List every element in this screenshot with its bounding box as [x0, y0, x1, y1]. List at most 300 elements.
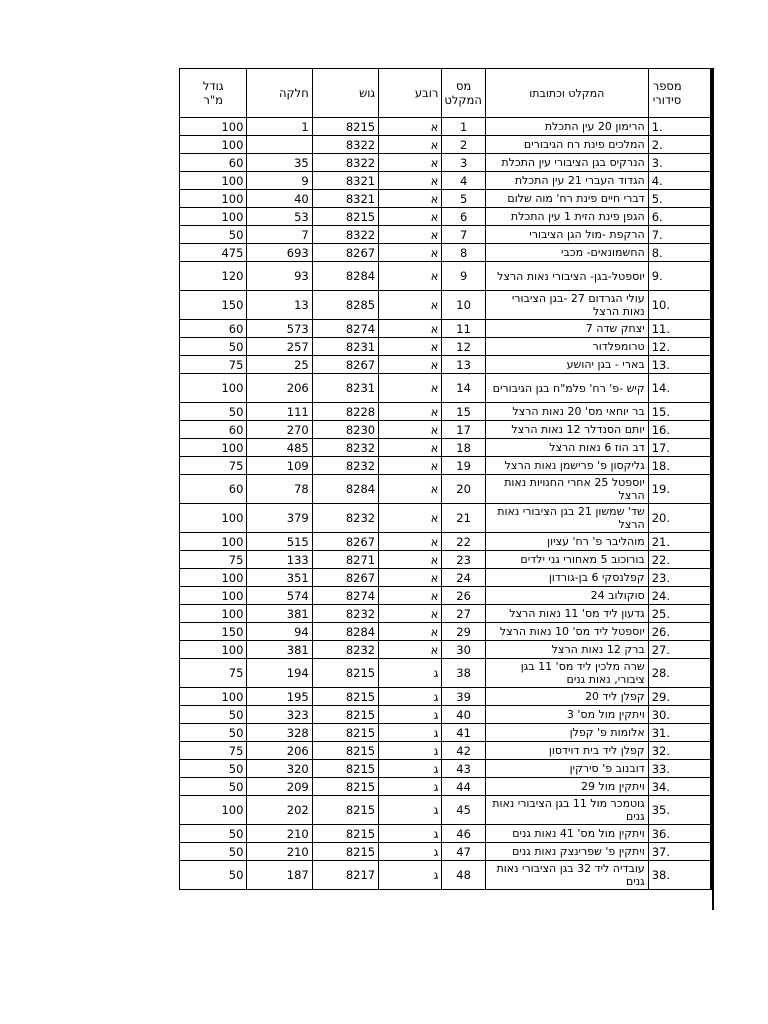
cell-plot: 109 — [247, 457, 312, 475]
cell-serial: 35. — [648, 796, 711, 825]
cell-name: הגדוד העברי 21 עין התכלת — [485, 172, 648, 190]
cell-block: 8274 — [312, 320, 378, 338]
cell-name: שרה מלכין ליד מס' 11 בגן ציבורי, נאות גנים — [485, 659, 648, 688]
cell-quarter: ג — [379, 778, 442, 796]
cell-quarter: א — [379, 569, 442, 587]
cell-serial: 14. — [648, 374, 711, 403]
cell-plot: 323 — [247, 706, 312, 724]
cell-serial: 15. — [648, 403, 711, 421]
cell-serial: 26. — [648, 623, 711, 641]
cell-serial: 22. — [648, 551, 711, 569]
cell-name: עובדיה ליד 32 בגן הציבורי נאות גנים — [485, 861, 648, 890]
cell-size: 50 — [180, 706, 247, 724]
cell-num: 13 — [442, 356, 486, 374]
cell-size: 100 — [180, 136, 247, 154]
cell-name: שד' שמשון 21 בגן הציבורי נאות הרצל — [485, 504, 648, 533]
cell-block: 8232 — [312, 605, 378, 623]
cell-plot: 381 — [247, 605, 312, 623]
cell-size: 100 — [180, 439, 247, 457]
cell-quarter: ג — [379, 659, 442, 688]
cell-size: 100 — [180, 641, 247, 659]
cell-size: 100 — [180, 587, 247, 605]
cell-serial: 2. — [648, 136, 711, 154]
cell-name: יותם הסנדלר 12 נאות הרצל — [485, 421, 648, 439]
cell-name: קפלן ליד 20 — [485, 688, 648, 706]
cell-quarter: א — [379, 403, 442, 421]
cell-block: 8232 — [312, 504, 378, 533]
cell-num: 8 — [442, 244, 486, 262]
cell-plot: 210 — [247, 843, 312, 861]
cell-size: 50 — [180, 825, 247, 843]
cell-num: 12 — [442, 338, 486, 356]
cell-name: ויתקין פ' שפרינצק נאות גנים — [485, 843, 648, 861]
cell-num: 3 — [442, 154, 486, 172]
cell-plot: 257 — [247, 338, 312, 356]
cell-block: 8231 — [312, 338, 378, 356]
cell-quarter: א — [379, 244, 442, 262]
cell-plot: 206 — [247, 374, 312, 403]
header-shelter-number — [442, 69, 486, 118]
cell-size: 100 — [180, 605, 247, 623]
table-row — [180, 688, 712, 706]
cell-plot: 209 — [247, 778, 312, 796]
cell-num: 29 — [442, 623, 486, 641]
table-row — [180, 569, 712, 587]
cell-serial: 27. — [648, 641, 711, 659]
cell-plot: 320 — [247, 760, 312, 778]
cell-serial: 23. — [648, 569, 711, 587]
cell-serial: 13. — [648, 356, 711, 374]
cell-serial: 3. — [648, 154, 711, 172]
cell-block: 8321 — [312, 190, 378, 208]
cell-name: ויתקין מול 29 — [485, 778, 648, 796]
cell-quarter: א — [379, 475, 442, 504]
cell-num: 20 — [442, 475, 486, 504]
cell-num: 41 — [442, 724, 486, 742]
cell-size: 50 — [180, 724, 247, 742]
cell-name: בורוכוב 5 מאחורי גני ילדים — [485, 551, 648, 569]
table-row — [180, 706, 712, 724]
cell-quarter: א — [379, 641, 442, 659]
table-row — [180, 796, 712, 825]
cell-plot: 210 — [247, 825, 312, 843]
cell-name: גדעון ליד מס' 11 נאות הרצל — [485, 605, 648, 623]
cell-num: 39 — [442, 688, 486, 706]
cell-serial: 33. — [648, 760, 711, 778]
header-serial-line2: סידורי — [652, 93, 682, 107]
header-row — [180, 69, 712, 118]
cell-block: 8228 — [312, 403, 378, 421]
cell-num: 17 — [442, 421, 486, 439]
cell-num: 40 — [442, 706, 486, 724]
cell-num: 46 — [442, 825, 486, 843]
cell-block: 8284 — [312, 475, 378, 504]
cell-num: 1 — [442, 118, 486, 136]
cell-quarter: ג — [379, 796, 442, 825]
cell-plot — [247, 136, 312, 154]
cell-quarter: ג — [379, 706, 442, 724]
table-row — [180, 172, 712, 190]
cell-size: 150 — [180, 291, 247, 320]
cell-size: 50 — [180, 226, 247, 244]
table-row — [180, 136, 712, 154]
cell-quarter: א — [379, 457, 442, 475]
cell-plot: 1 — [247, 118, 312, 136]
cell-quarter: ג — [379, 760, 442, 778]
table-row — [180, 605, 712, 623]
cell-plot: 133 — [247, 551, 312, 569]
cell-size: 75 — [180, 659, 247, 688]
cell-block: 8274 — [312, 587, 378, 605]
header-plot: חלקה — [247, 69, 312, 118]
table-row — [180, 641, 712, 659]
table-row — [180, 457, 712, 475]
table-row — [180, 154, 712, 172]
table-row — [180, 190, 712, 208]
right-border-line — [712, 68, 714, 910]
cell-size: 100 — [180, 172, 247, 190]
table-row — [180, 226, 712, 244]
cell-serial: 25. — [648, 605, 711, 623]
cell-block: 8215 — [312, 760, 378, 778]
cell-quarter: א — [379, 226, 442, 244]
cell-serial: 6. — [648, 208, 711, 226]
cell-name: ויתקין מול מס' 3 — [485, 706, 648, 724]
cell-quarter: ג — [379, 742, 442, 760]
cell-serial: 8. — [648, 244, 711, 262]
cell-quarter: א — [379, 421, 442, 439]
cell-quarter: א — [379, 291, 442, 320]
cell-plot: 573 — [247, 320, 312, 338]
cell-block: 8322 — [312, 226, 378, 244]
cell-serial: 38. — [648, 861, 711, 890]
cell-quarter: א — [379, 262, 442, 291]
cell-plot: 270 — [247, 421, 312, 439]
cell-quarter: א — [379, 587, 442, 605]
cell-quarter: א — [379, 533, 442, 551]
cell-plot: 53 — [247, 208, 312, 226]
cell-name: סוקולוב 24 — [485, 587, 648, 605]
table-row — [180, 724, 712, 742]
table-row — [180, 778, 712, 796]
cell-plot: 7 — [247, 226, 312, 244]
cell-serial: 4. — [648, 172, 711, 190]
cell-block: 8215 — [312, 208, 378, 226]
header-block: גוש — [312, 69, 378, 118]
cell-num: 24 — [442, 569, 486, 587]
cell-name: קפלנסקי 6 בן-גורדון — [485, 569, 648, 587]
cell-quarter: א — [379, 439, 442, 457]
header-size — [180, 69, 247, 118]
table-row — [180, 825, 712, 843]
cell-serial: 37. — [648, 843, 711, 861]
cell-name: הרימון 20 עין התכלת — [485, 118, 648, 136]
cell-plot: 381 — [247, 641, 312, 659]
cell-size: 100 — [180, 208, 247, 226]
table-row — [180, 208, 712, 226]
cell-name: יוספטל 25 אחרי החנויות נאות הרצל — [485, 475, 648, 504]
table-row — [180, 760, 712, 778]
cell-size: 100 — [180, 533, 247, 551]
cell-plot: 78 — [247, 475, 312, 504]
cell-size: 100 — [180, 374, 247, 403]
header-size-line2: מ"ר — [203, 93, 223, 107]
cell-quarter: א — [379, 118, 442, 136]
cell-quarter: א — [379, 154, 442, 172]
cell-num: 48 — [442, 861, 486, 890]
cell-block: 8215 — [312, 843, 378, 861]
cell-block: 8215 — [312, 659, 378, 688]
cell-num: 23 — [442, 551, 486, 569]
cell-name: הגפן פינת הזית 1 עין התכלת — [485, 208, 648, 226]
cell-quarter: א — [379, 190, 442, 208]
cell-serial: 32. — [648, 742, 711, 760]
cell-size: 75 — [180, 551, 247, 569]
cell-num: 47 — [442, 843, 486, 861]
cell-block: 8232 — [312, 457, 378, 475]
cell-serial: 12. — [648, 338, 711, 356]
cell-size: 75 — [180, 356, 247, 374]
cell-block: 8321 — [312, 172, 378, 190]
cell-name: אלומות פ' קפלן — [485, 724, 648, 742]
cell-serial: 36. — [648, 825, 711, 843]
cell-size: 50 — [180, 760, 247, 778]
cell-num: 7 — [442, 226, 486, 244]
cell-serial: 21. — [648, 533, 711, 551]
cell-block: 8271 — [312, 551, 378, 569]
cell-quarter: א — [379, 551, 442, 569]
cell-size: 50 — [180, 843, 247, 861]
cell-quarter: ג — [379, 861, 442, 890]
cell-name: קפלן ליד בית דוידסון — [485, 742, 648, 760]
cell-quarter: א — [379, 136, 442, 154]
cell-quarter: ג — [379, 843, 442, 861]
cell-num: 27 — [442, 605, 486, 623]
cell-plot: 485 — [247, 439, 312, 457]
cell-name: יוספטל ליד מס' 10 נאות הרצל — [485, 623, 648, 641]
cell-size: 100 — [180, 569, 247, 587]
table-row — [180, 403, 712, 421]
cell-plot: 111 — [247, 403, 312, 421]
cell-name: גוטמכר מול 11 בגן הציבורי נאות גנים — [485, 796, 648, 825]
cell-serial: 19. — [648, 475, 711, 504]
cell-size: 50 — [180, 861, 247, 890]
cell-name: דברי חיים פינת רח' מוה שלום — [485, 190, 648, 208]
cell-block: 8267 — [312, 356, 378, 374]
cell-serial: 1. — [648, 118, 711, 136]
cell-name: בארי - בגן יהושע — [485, 356, 648, 374]
table-row — [180, 338, 712, 356]
cell-num: 42 — [442, 742, 486, 760]
cell-serial: 34. — [648, 778, 711, 796]
cell-block: 8215 — [312, 742, 378, 760]
header-shelter-name: המקלט וכתובתו — [485, 69, 648, 118]
cell-num: 44 — [442, 778, 486, 796]
cell-block: 8232 — [312, 439, 378, 457]
cell-quarter: א — [379, 338, 442, 356]
cell-quarter: ג — [379, 688, 442, 706]
table-row — [180, 262, 712, 291]
cell-plot: 195 — [247, 688, 312, 706]
cell-block: 8215 — [312, 118, 378, 136]
table-row — [180, 551, 712, 569]
cell-size: 50 — [180, 338, 247, 356]
table-row — [180, 421, 712, 439]
cell-quarter: א — [379, 208, 442, 226]
cell-name: קיש -פ' רח' פלמ"ח בגן הגיבורים — [485, 374, 648, 403]
cell-name: ברק 12 נאות הרצל — [485, 641, 648, 659]
cell-name: מוהליבר פ' רח' עציון — [485, 533, 648, 551]
cell-serial: 10. — [648, 291, 711, 320]
cell-num: 10 — [442, 291, 486, 320]
cell-num: 11 — [442, 320, 486, 338]
cell-block: 8215 — [312, 796, 378, 825]
cell-num: 38 — [442, 659, 486, 688]
cell-num: 22 — [442, 533, 486, 551]
cell-num: 45 — [442, 796, 486, 825]
cell-quarter: א — [379, 374, 442, 403]
cell-num: 15 — [442, 403, 486, 421]
cell-size: 120 — [180, 262, 247, 291]
cell-num: 2 — [442, 136, 486, 154]
cell-serial: 9. — [648, 262, 711, 291]
cell-quarter: א — [379, 356, 442, 374]
cell-plot: 351 — [247, 569, 312, 587]
cell-name: המלכים פינת רח הגיבורים — [485, 136, 648, 154]
cell-size: 60 — [180, 154, 247, 172]
table-row — [180, 861, 712, 890]
cell-serial: 29. — [648, 688, 711, 706]
cell-serial: 5. — [648, 190, 711, 208]
cell-plot: 194 — [247, 659, 312, 688]
cell-size: 100 — [180, 688, 247, 706]
shelter-table-sheet — [179, 68, 713, 890]
cell-num: 26 — [442, 587, 486, 605]
cell-plot: 9 — [247, 172, 312, 190]
cell-size: 50 — [180, 778, 247, 796]
cell-block: 8322 — [312, 136, 378, 154]
cell-name: עולי הגרדום 27 -בגן הציבורי נאות הרצל — [485, 291, 648, 320]
cell-name: יוספטל-בגן- הציבורי נאות הרצל — [485, 262, 648, 291]
header-quarter: רובע — [379, 69, 442, 118]
cell-name: החשמונאים- מכבי — [485, 244, 648, 262]
cell-num: 21 — [442, 504, 486, 533]
table-row — [180, 320, 712, 338]
cell-serial: 18. — [648, 457, 711, 475]
cell-block: 8230 — [312, 421, 378, 439]
cell-quarter: א — [379, 623, 442, 641]
cell-serial: 11. — [648, 320, 711, 338]
cell-size: 60 — [180, 421, 247, 439]
cell-block: 8215 — [312, 778, 378, 796]
cell-plot: 515 — [247, 533, 312, 551]
cell-block: 8284 — [312, 262, 378, 291]
cell-block: 8267 — [312, 244, 378, 262]
cell-block: 8284 — [312, 623, 378, 641]
cell-name: דובנוב פ' סירקין — [485, 760, 648, 778]
cell-num: 5 — [442, 190, 486, 208]
cell-block: 8232 — [312, 641, 378, 659]
cell-plot: 202 — [247, 796, 312, 825]
cell-plot: 693 — [247, 244, 312, 262]
cell-plot: 93 — [247, 262, 312, 291]
cell-num: 43 — [442, 760, 486, 778]
cell-block: 8267 — [312, 569, 378, 587]
cell-block: 8215 — [312, 825, 378, 843]
table-row — [180, 118, 712, 136]
cell-plot: 206 — [247, 742, 312, 760]
cell-plot: 328 — [247, 724, 312, 742]
cell-block: 8267 — [312, 533, 378, 551]
cell-plot: 25 — [247, 356, 312, 374]
cell-num: 6 — [442, 208, 486, 226]
cell-quarter: ג — [379, 724, 442, 742]
cell-serial: 7. — [648, 226, 711, 244]
cell-block: 8285 — [312, 291, 378, 320]
cell-size: 100 — [180, 796, 247, 825]
cell-quarter: א — [379, 172, 442, 190]
cell-num: 18 — [442, 439, 486, 457]
cell-serial: 20. — [648, 504, 711, 533]
table-row — [180, 374, 712, 403]
cell-size: 75 — [180, 457, 247, 475]
header-size-line1: גודל — [202, 79, 224, 93]
cell-quarter: ג — [379, 825, 442, 843]
table-row — [180, 533, 712, 551]
cell-name: דב הוז 6 נאות הרצל — [485, 439, 648, 457]
cell-plot: 574 — [247, 587, 312, 605]
table-row — [180, 504, 712, 533]
cell-size: 100 — [180, 504, 247, 533]
cell-size: 60 — [180, 320, 247, 338]
table-row — [180, 659, 712, 688]
table-row — [180, 587, 712, 605]
cell-plot: 187 — [247, 861, 312, 890]
cell-serial: 28. — [648, 659, 711, 688]
header-num-line1: מס — [455, 79, 472, 93]
cell-size: 75 — [180, 742, 247, 760]
cell-num: 30 — [442, 641, 486, 659]
cell-block: 8215 — [312, 706, 378, 724]
cell-size: 50 — [180, 403, 247, 421]
table-row — [180, 475, 712, 504]
table-row — [180, 291, 712, 320]
cell-block: 8322 — [312, 154, 378, 172]
cell-num: 4 — [442, 172, 486, 190]
table-row — [180, 742, 712, 760]
cell-quarter: א — [379, 605, 442, 623]
cell-serial: 30. — [648, 706, 711, 724]
cell-serial: 24. — [648, 587, 711, 605]
cell-name: הרקפת -מול הגן הציבורי — [485, 226, 648, 244]
cell-name: בר יוחאי מס' 20 נאות הרצל — [485, 403, 648, 421]
cell-block: 8217 — [312, 861, 378, 890]
cell-quarter: א — [379, 504, 442, 533]
cell-plot: 40 — [247, 190, 312, 208]
header-serial — [648, 69, 711, 118]
table-row — [180, 843, 712, 861]
cell-num: 9 — [442, 262, 486, 291]
cell-num: 19 — [442, 457, 486, 475]
header-num-line2: המקלט — [444, 93, 482, 107]
cell-size: 60 — [180, 475, 247, 504]
cell-block: 8215 — [312, 688, 378, 706]
cell-size: 150 — [180, 623, 247, 641]
shelter-table — [179, 68, 713, 890]
cell-serial: 17. — [648, 439, 711, 457]
cell-size: 475 — [180, 244, 247, 262]
cell-name: הנרקיס בגן הציבורי עין התכלת — [485, 154, 648, 172]
